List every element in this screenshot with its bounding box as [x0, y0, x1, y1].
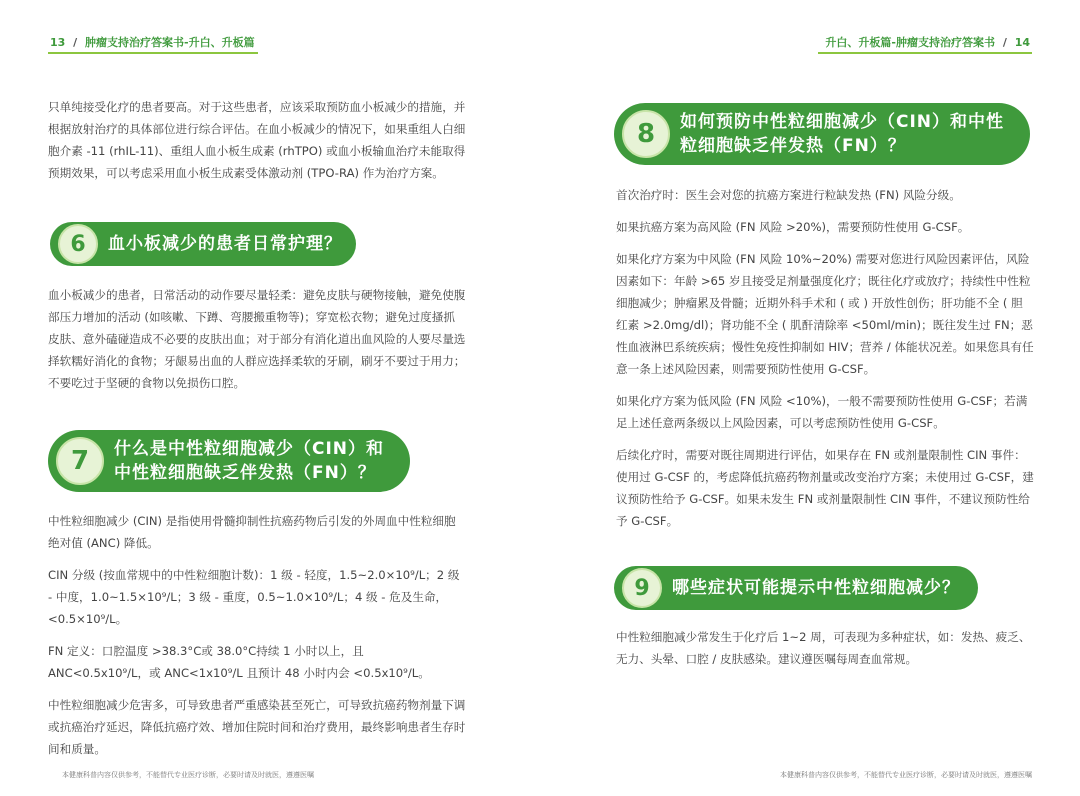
section-9-body [616, 626, 1034, 680]
cin-grading: CIN 分级 (按血常规中的中性粒细胞计数)：1 级 - 轻度，1.5~2.0×10⁹/L；2 级 - 中度，1.0~1.5×10⁹/L；3 级 - 重度，0.5~1.0×10⁹/L；4 级 - 危及生命，<0.5×10⁹/L。 [48, 568, 460, 626]
section-8-title [680, 110, 1004, 158]
left-page-header [50, 34, 255, 50]
section-8-title-line-1: 如何预防中性粒细胞减少（CIN）和中性 [680, 112, 1005, 132]
intro-paragraph: 只单纯接受化疗的患者要高。对于这些患者，应该采取预防血小板减少的措施，并根据放射治疗的具体部位进行综合评估。在血小板减少的情况下，如果重组人白细胞介素 -11 (rhIL-11)、重组人血小板生成素 (rhTPO) 或血小板输血治疗未能取得预期效果，可以考虑采用血小板生成素受体激动剂 (TPO-RA) 作为治疗方案。 [48, 100, 466, 180]
right-page-number: 14 [1014, 36, 1030, 49]
cin-harm: 中性粒细胞减少危害多，可导致患者严重感染甚至死亡，可导致抗癌药物剂量下调或抗癌治疗延迟，降低抗癌疗效、增加住院时间和治疗费用，最终影响患者生存时间和质量。 [48, 698, 466, 756]
left-footer-disclaimer: 本健康科普内容仅供参考，不能替代专业医疗诊断，必要时请及时就医，遵遵医嘱 [62, 771, 314, 779]
header-separator: / [1002, 36, 1007, 49]
right-footer-disclaimer: 本健康科普内容仅供参考，不能替代专业医疗诊断，必要时请及时就医，遵遵医嘱 [780, 771, 1032, 779]
left-book-title: 肿瘤支持治疗答案书-升白、升板篇 [85, 36, 255, 49]
fn-definition: FN 定义：口腔温度 >38.3°C或 38.0°C持续 1 小时以上，且 ANC<0.5x10⁹/L，或 ANC<1x10⁹/L 且预计 48 小时内会 <0.5x10⁹/L。 [48, 644, 430, 680]
section-9-heading [614, 566, 978, 610]
low-risk-guidance: 如果化疗方案为低风险 (FN 风险 <10%)，一般不需要预防性使用 G-CSF；若满足上述任意两条级以上风险因素，可以考虑预防性使用 G-CSF。 [616, 394, 1028, 430]
right-book-title: 升白、升板篇-肿瘤支持治疗答案书 [825, 36, 995, 49]
section-8-body [616, 184, 1034, 542]
header-separator: / [73, 36, 78, 49]
left-header-rule [48, 52, 258, 54]
section-9-number: 9 [622, 568, 662, 608]
section-7-number: 7 [56, 437, 104, 485]
high-risk-guidance: 如果抗癌方案为高风险 (FN 风险 >20%)，需要预防性使用 G-CSF。 [616, 220, 970, 234]
section-7-body [48, 510, 466, 770]
section-7-title [114, 437, 384, 485]
section-6-body [48, 284, 466, 404]
section-8-title-line-2: 粒细胞缺乏伴发热（FN）？ [680, 136, 906, 156]
left-page-number: 13 [50, 36, 66, 49]
left-intro-block [48, 96, 466, 194]
section-6-number: 6 [58, 224, 98, 264]
section-6-heading [50, 222, 356, 266]
right-header-rule [818, 52, 1032, 54]
section-8-heading [614, 103, 1030, 165]
section-7-heading [48, 430, 410, 492]
section-9-paragraph: 中性粒细胞减少常发生于化疗后 1~2 周，可表现为多种症状，如：发热、疲乏、无力、头晕、口腔 / 皮肤感染。建议遵医嘱每周查血常规。 [616, 630, 1031, 666]
section-6-title: 血小板减少的患者日常护理？ [108, 234, 342, 254]
medium-risk-guidance: 如果化疗方案为中风险 (FN 风险 10%~20%) 需要对您进行风险因素评估，风险因素如下：年龄 >65 岁且接受足剂量强度化疗；既往化疗或放疗；持续性中性粒细胞减少；肿瘤累及骨髓；近期外科手术和 ( 或 ) 开放性创伤；肝功能不全 ( 胆红素 >2.0mg/dl)；肾功能不全 ( 肌酐清除率 <50ml/min)；既往发生过 FN；恶性血液淋巴系统疾病；慢性免疫性抑制如 HIV；营养 / 体能状况差。如果您具有任意一条上述风险因素，则需要预防性使用 G-CSF。 [616, 252, 1034, 376]
section-7-title-line-1: 什么是中性粒细胞减少（CIN）和 [114, 439, 385, 459]
section-7-title-line-2: 中性粒细胞缺乏伴发热（FN）？ [114, 463, 376, 483]
cin-definition: 中性粒细胞减少 (CIN) 是指使用骨髓抑制性抗癌药物后引发的外周血中性粒细胞绝对值 (ANC) 降低。 [48, 514, 456, 550]
section-9-title: 哪些症状可能提示中性粒细胞减少？ [672, 578, 960, 598]
subsequent-cycle-guidance: 后续化疗时，需要对既往周期进行评估，如果存在 FN 或剂量限制性 CIN 事件：使用过 G-CSF 的，考虑降低抗癌药物剂量或改变治疗方案；未使用过 G-CSF，建议预防性给予 G-CSF。如果未发生 FN 或剂量限制性 CIN 事件，不建议预防性给予 G-CSF。 [616, 448, 1034, 528]
right-page-header [825, 34, 1030, 50]
first-treatment-assessment: 首次治疗时：医生会对您的抗癌方案进行粒缺发热 (FN) 风险分级。 [616, 188, 961, 202]
section-6-paragraph: 血小板减少的患者，日常活动的动作要尽量轻柔：避免皮肤与硬物接触，避免使腹部压力增加的活动 (如咳嗽、下蹲、弯腰搬重物等)；穿宽松衣物；避免过度搔抓皮肤、意外磕碰造成不必要的皮肤出血；对于部分有消化道出血风险的人要尽量选择软糯好消化的食物；牙龈易出血的人群应选择柔软的牙刷，刷牙不要过于用力；不要吃过于坚硬的食物以免损伤口腔。 [48, 288, 466, 390]
section-8-number: 8 [622, 110, 670, 158]
